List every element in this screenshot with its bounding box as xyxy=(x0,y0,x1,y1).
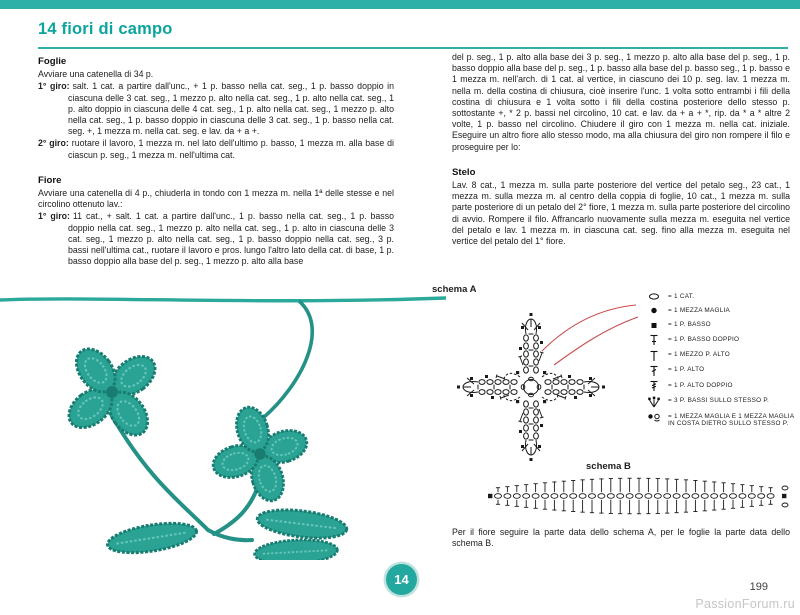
legend-row xyxy=(646,320,796,331)
fiore-step-1 xyxy=(38,211,394,267)
crochet-leaf xyxy=(256,506,348,543)
red-annotation-line xyxy=(542,305,636,351)
legend-label: = 1 MEZZA MAGLIA xyxy=(668,306,731,314)
page-number: 199 xyxy=(749,581,768,593)
crochet-leaf xyxy=(106,518,199,558)
watermark: PassionForum.ru xyxy=(695,597,795,611)
legend-row xyxy=(646,350,796,362)
step-label: 1° giro: xyxy=(38,211,70,222)
legend-label: = 1 P. ALTO xyxy=(668,366,705,374)
crochet-flower-1 xyxy=(58,338,165,445)
section-heading-foglie: Foglie xyxy=(38,56,67,67)
schema-a-chart xyxy=(424,297,644,477)
fiore-intro: Avviare una catenella di 4 p., chiuderla in tondo con 1 mezza m. nella 1ª delle stesse e nel circolino ottenuto lav.: xyxy=(38,188,394,210)
fiore-continuation: del p. seg., 1 p. alto alla base dei 3 p. seg., 1 mezzo p. alto alla base del p. seg., 1 p. basso doppio alla base del p. seg., 1 p. basso alla base del p. basso seg., 1 p. basso e 1 mezza m. nell'arch. di 1 cat. al vertice, in ciascuno dei 10 p. seg. lav. 1 mezza m. nella m. della costina di chiusura, cioè inserire l'unc. 1 volta sotto entrambi i fili della costina di chiusura e 1 volta sotto i fili della costina posteriore dello stesso p. sottostante +, * 2 p. bassi nel circolino, 10 cat. e lav. da + a + *, rip. da * a * altre 2 volte, 1 p. basso nel circolino. Chiudere il giro con 1 mezza m. nella cat. iniziale. Eseguire un altro fiore allo stesso modo, ma alla chiusura del giro non rompere il filo e proseguire per lo: xyxy=(452,52,790,152)
foglie-step-2 xyxy=(38,138,394,160)
section-heading-stelo: Stelo xyxy=(452,166,476,178)
schema-b-label: schema B xyxy=(586,461,631,472)
foglie-step-1 xyxy=(38,81,394,137)
step-label: 1° giro: xyxy=(38,81,70,92)
step-text: salt. 1 cat. a partire dall'unc., + 1 p. basso nella cat. seg., 1 p. basso doppio in ciascuna delle 3 cat. seg., 1 mezzo p. alto nella cat. seg., 1 p. alto nella cat. seg., 1 p. alto doppio in ciascuna delle 4 cat. seg., 1 p. alto nella cat. seg., 1 mezzo p. alto nella cat. seg., 1 p. basso doppio in ciascuna delle 3 cat. seg., 1 p. basso nella cat. seg. +, 1 mezza m. nella cat. seg. e lav. da + a +. xyxy=(68,81,394,137)
legend-row xyxy=(646,396,796,408)
chapter-badge: 14 xyxy=(386,564,417,595)
double-crochet-icon xyxy=(646,365,668,377)
legend-row xyxy=(646,334,796,346)
legend-label: = 1 P. BASSO DOPPIO xyxy=(668,335,740,343)
legend-label: = 1 MEZZA MAGLIA E 1 MEZZA MAGLIA IN COSTA DIETRO SULLO STESSO P. xyxy=(668,412,794,428)
extended-single-icon xyxy=(646,334,668,346)
legend-label: = 1 MEZZO P. ALTO xyxy=(668,351,730,359)
legend-row xyxy=(646,380,796,392)
chain-icon xyxy=(646,291,668,302)
legend-row xyxy=(646,365,796,377)
yarn-thread xyxy=(0,298,446,301)
left-column xyxy=(38,56,394,268)
title-rule xyxy=(38,47,788,49)
step-text: ruotare il lavoro, 1 mezza m. nel lato dell'ultimo p. basso, 1 mezza m. alla base di ciascun p. seg., 1 mezza m. nell'ultima cat. xyxy=(68,138,394,160)
top-accent-bar xyxy=(0,0,800,9)
single-crochet-icon xyxy=(646,320,668,331)
stelo-text: Lav. 8 cat., 1 mezza m. sulla parte posteriore del vertice del petalo seg., 23 cat., 1 mezza m. sulla mezza m. al centro della coppia di foglie, 10 cat., 1 mezza m. sulla parte posteriore di un petalo del 2° fiore, 1 mezza m. sulla parte posteriore del circolino di avvio. Rompere il filo. Affrancarlo nuovamente sulla mezza m. eseguita nel vertice del petalo e lav. 1 mezza m. in ciascuna cat. seg. fino alla mezza m. eseguita nel vertice del petalo del 1° fiore. xyxy=(452,180,790,247)
stitch-legend xyxy=(646,291,796,431)
legend-row xyxy=(646,411,796,428)
legend-row xyxy=(646,291,796,302)
schema-b-chart xyxy=(486,474,792,519)
step-label: 2° giro: xyxy=(38,138,69,149)
schema-a-label: schema A xyxy=(432,284,477,295)
legend-label: = 3 P. BASSI SULLO STESSO P. xyxy=(668,397,770,405)
slip-stitch-icon xyxy=(646,305,668,316)
fan-three-icon xyxy=(646,396,668,408)
red-annotation-line xyxy=(554,317,638,365)
crochet-photo-illustration xyxy=(0,286,446,560)
section-heading-fiore: Fiore xyxy=(38,174,62,186)
crochet-leaf xyxy=(254,538,338,560)
page-title: 14 fiori di campo xyxy=(38,20,173,38)
step-text: 11 cat., + salt. 1 cat. a partire dall'unc., 1 p. basso nella cat. seg., 1 p. basso doppio nella cat. seg., 1 mezzo p. alto nella cat. seg., 1 p. alto in ciascuna delle 3 cat. seg., 1 mezzo p. alto nella cat. seg., 1 p. basso doppio nella cat. seg., 3 p. bassi nell'ultima cat., ruotare il lavoro e pros. lungo l'altro lato della cat. di base, 1 p. basso doppio alla base del p. seg., 1 mezzo p. alto alla base xyxy=(68,211,394,267)
right-column xyxy=(452,52,790,248)
treble-icon xyxy=(646,380,668,392)
legend-label: = 1 P. ALTO DOPPIO xyxy=(668,381,733,389)
half-double-icon xyxy=(646,350,668,362)
legend-row xyxy=(646,305,796,316)
foglie-intro: Avviare una catenella di 34 p. xyxy=(38,69,154,80)
crochet-flower-2 xyxy=(199,393,321,515)
footer-note: Per il fiore seguire la parte data dello schema A, per le foglie la parte data dello schema B. xyxy=(452,527,790,549)
legend-label: = 1 P. BASSO xyxy=(668,321,711,329)
slip-combo-icon xyxy=(646,411,668,422)
legend-label: = 1 CAT. xyxy=(668,292,695,300)
